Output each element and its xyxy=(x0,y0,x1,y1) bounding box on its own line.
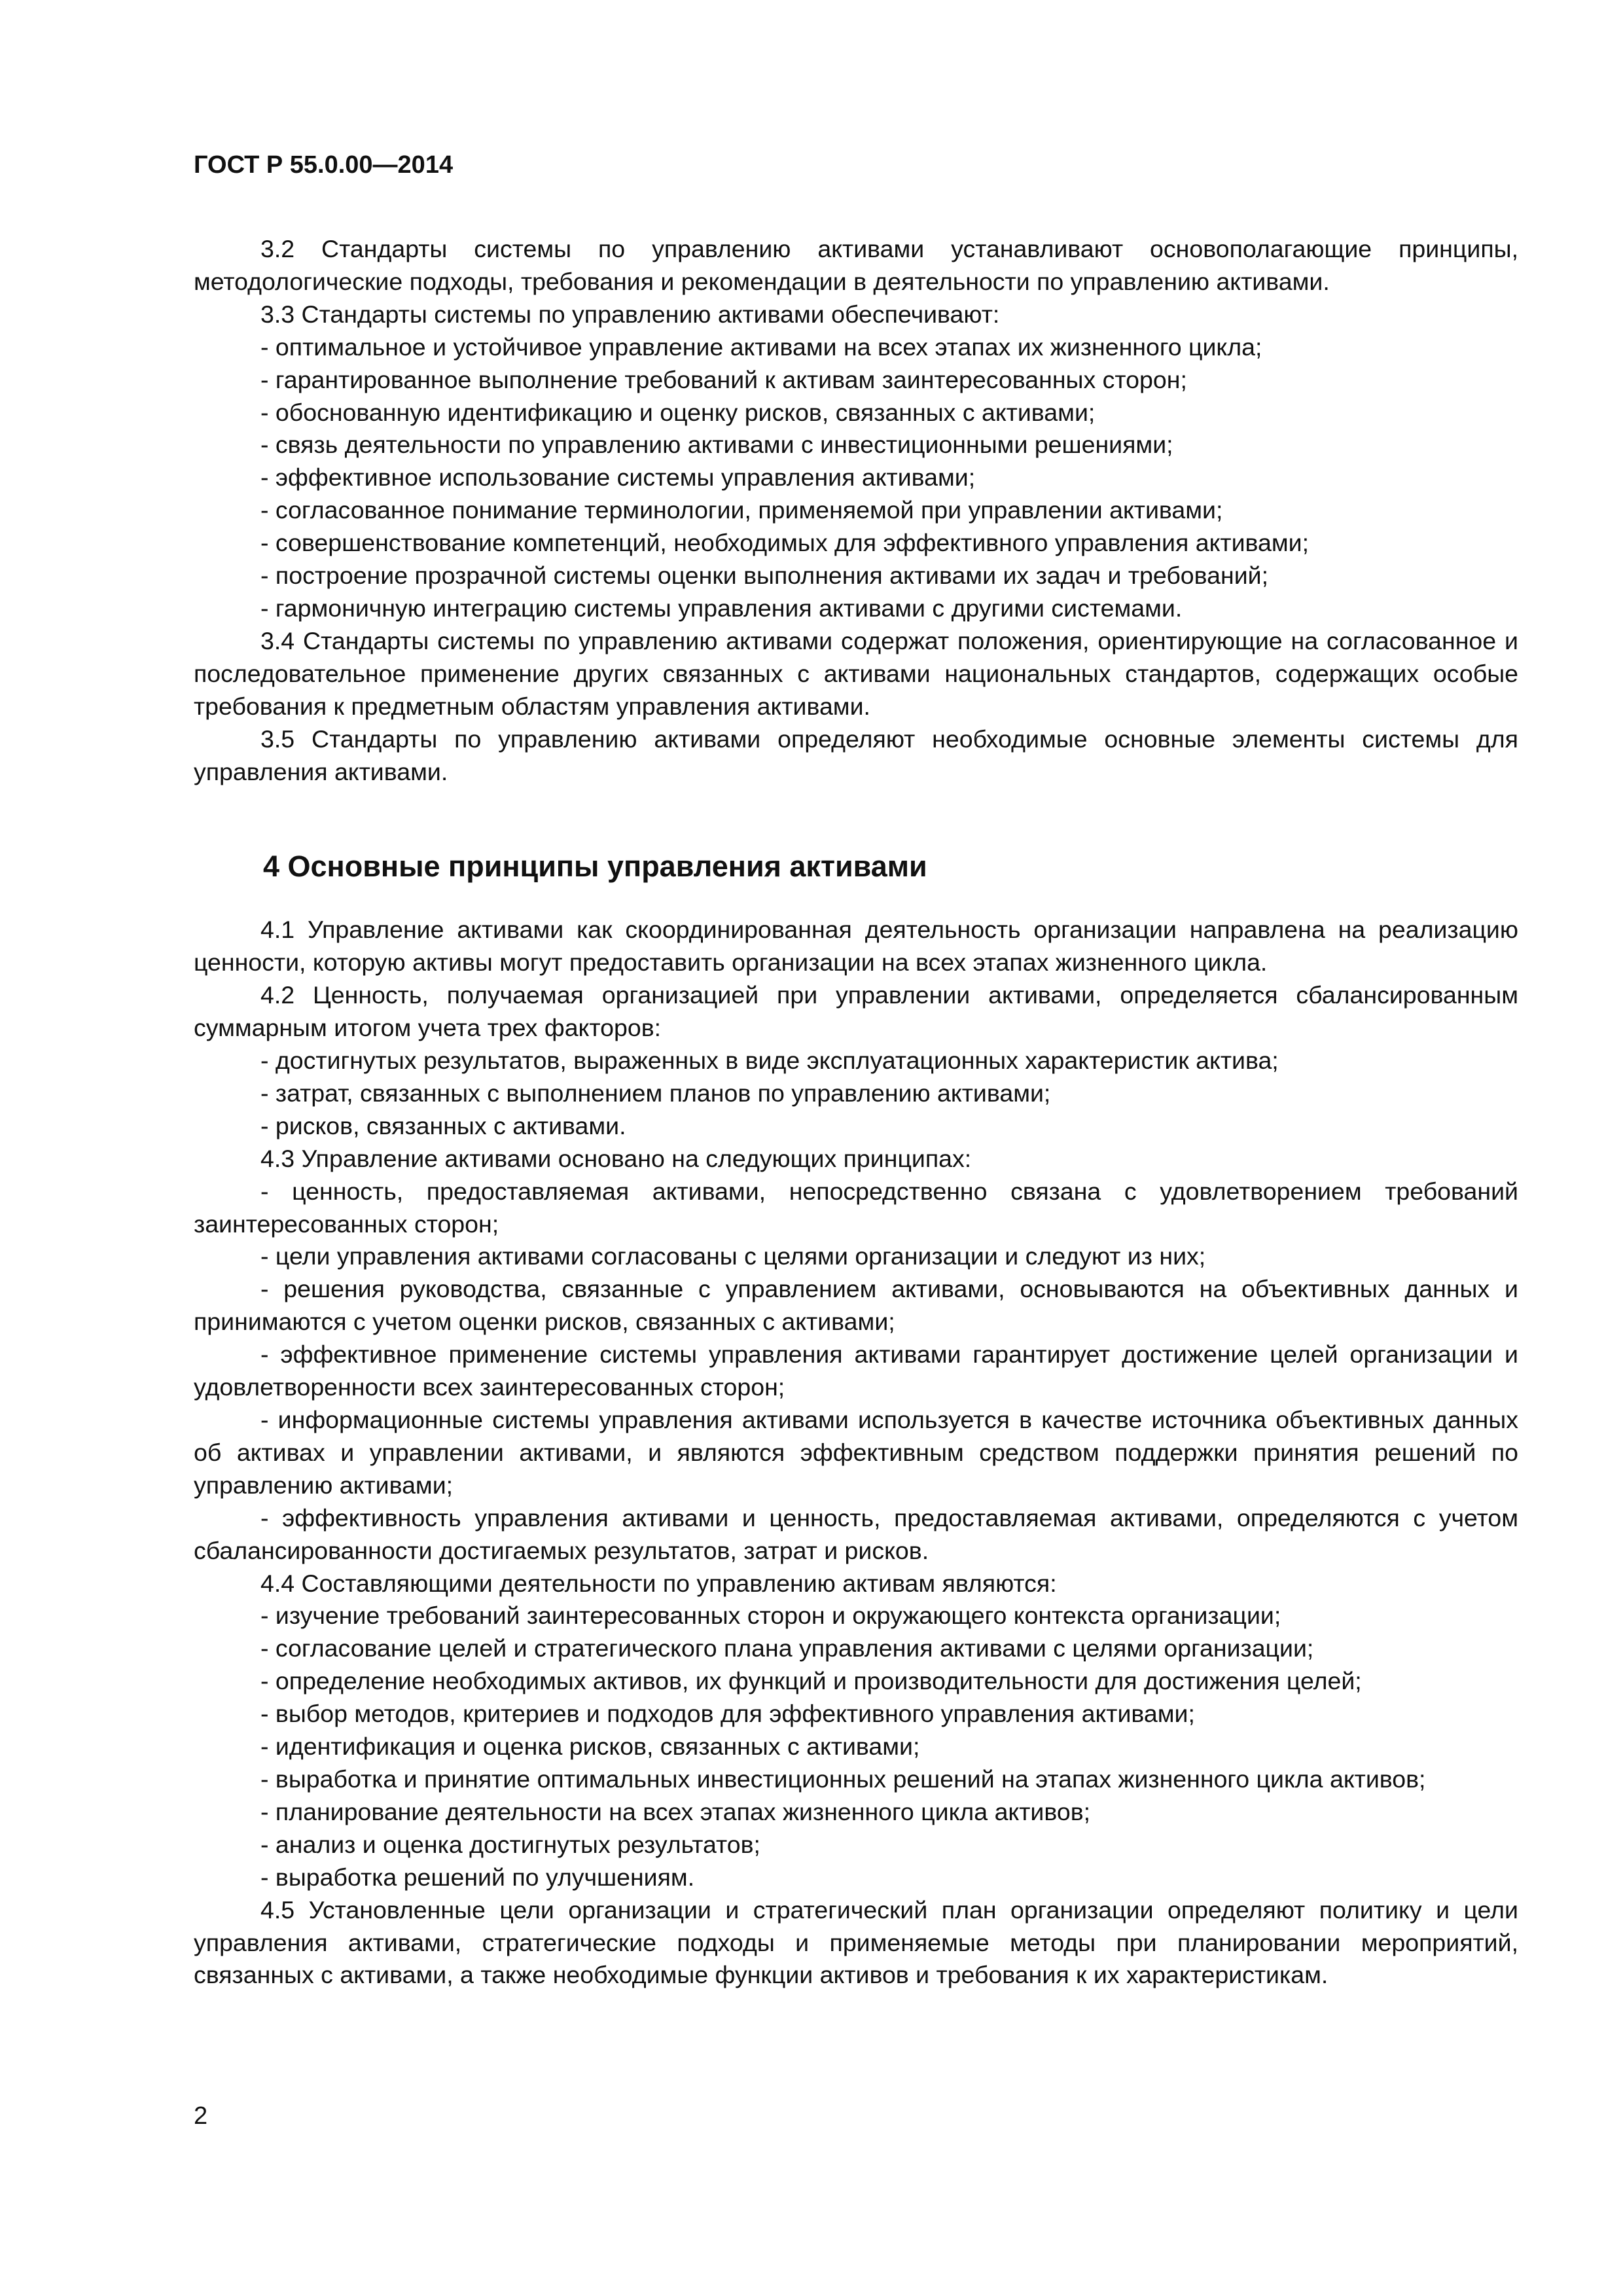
list-item: - совершенствование компетенций, необходимых для эффективного управления активами; xyxy=(260,529,1310,557)
list-item: - эффективное использование системы управления активами; xyxy=(260,463,976,492)
list-item: - согласование целей и стратегического плана управления активами с целями организации; xyxy=(260,1634,1314,1662)
list-item: - идентификация и оценка рисков, связанных с активами; xyxy=(260,1732,920,1761)
list-item: - гармоничную интеграцию системы управления активами с другими системами. xyxy=(260,594,1183,622)
paragraph-4-5: 4.5 Установленные цели организации и стратегический план организации определяют политику и цели управления активами, стратегические подходы и применяемые методы при планировании мероприятий, связанных с активами, а также необходимые функции активов и требования к их характеристикам. xyxy=(194,1895,1518,1989)
list-item: - оптимальное и устойчивое управление активами на всех этапах их жизненного цикла; xyxy=(260,332,1262,361)
list-item: - ценность, предоставляемая активами, непосредственно связана с удовлетворением требований заинтересованных сторон; xyxy=(194,1177,1518,1238)
page-number: 2 xyxy=(194,2102,208,2130)
paragraph-4-4: 4.4 Составляющими деятельности по управлению активам являются: xyxy=(260,1569,1057,1597)
list-item: - выработка и принятие оптимальных инвестиционных решений на этапах жизненного цикла активов; xyxy=(260,1765,1426,1793)
paragraph-3-3: 3.3 Стандарты системы по управлению активами обеспечивают: xyxy=(260,300,1000,328)
list-item: - эффективность управления активами и ценность, предоставляемая активами, определяются с учетом сбалансированности достигаемых результатов, затрат и рисков. xyxy=(194,1503,1518,1564)
paragraph-3-5: 3.5 Стандарты по управлению активами определяют необходимые основные элементы системы для управления активами. xyxy=(194,725,1518,785)
list-item: - планирование деятельности на всех этапах жизненного цикла активов; xyxy=(260,1797,1091,1825)
document-code-header: ГОСТ Р 55.0.00—2014 xyxy=(194,151,454,179)
list-item: - эффективное применение системы управления активами гарантирует достижение целей организации и удовлетворенности всех заинтересованных сторон; xyxy=(194,1340,1518,1401)
list-item: - изучение требований заинтересованных сторон и окружающего контекста организации; xyxy=(260,1602,1281,1630)
list-item: - обоснованную идентификацию и оценку рисков, связанных с активами; xyxy=(260,398,1096,426)
section-4-title: 4 Основные принципы управления активами xyxy=(263,850,927,884)
list-item: - достигнутых результатов, выраженных в виде эксплуатационных характеристик актива; xyxy=(260,1047,1279,1075)
list-item: - информационные системы управления активами используется в качестве источника объективных данных об активах и управлении активами, и являются эффективным средством поддержки принятия решений по управлению активами; xyxy=(194,1406,1518,1499)
list-item: - цели управления активами согласованы с целями организации и следуют из них; xyxy=(260,1242,1206,1270)
list-item: - гарантированное выполнение требований к активам заинтересованных сторон; xyxy=(260,365,1187,393)
paragraph-4-1: 4.1 Управление активами как скоординированная деятельность организации направлена на реализацию ценности, которую активы могут предоставить организации на всех этапах жизненного цикла. xyxy=(194,916,1518,977)
list-item: - определение необходимых активов, их функций и производительности для достижения целей; xyxy=(260,1667,1362,1695)
list-item: - связь деятельности по управлению активами с инвестиционными решениями; xyxy=(260,431,1173,459)
paragraph-3-2: 3.2 Стандарты системы по управлению активами устанавливают основополагающие принципы, методологические подходы, требования и рекомендации в деятельности по управлению активами. xyxy=(194,235,1518,295)
paragraph-4-2: 4.2 Ценность, получаемая организацией при управлении активами, определяется сбалансированным суммарным итогом учета трех факторов: xyxy=(194,981,1518,1042)
list-item: - построение прозрачной системы оценки выполнения активами их задач и требований; xyxy=(260,562,1269,590)
list-item: - согласованное понимание терминологии, применяемой при управлении активами; xyxy=(260,496,1223,524)
list-item: - рисков, связанных с активами. xyxy=(260,1111,626,1139)
list-item: - решения руководства, связанные с управлением активами, основываются на объективных данных и принимаются с учетом оценки рисков, связанных с активами; xyxy=(194,1275,1518,1336)
list-item: - затрат, связанных с выполнением планов по управлению активами; xyxy=(260,1079,1051,1107)
document-page xyxy=(194,148,1518,1992)
list-item: - анализ и оценка достигнутых результатов; xyxy=(260,1830,760,1858)
paragraph-3-4: 3.4 Стандарты системы по управлению активами содержат положения, ориентирующие на согласованное и последовательное применение других связанных с активами национальных стандартов, содержащих особые требования к предметным областям управления активами. xyxy=(194,626,1518,720)
paragraph-4-3: 4.3 Управление активами основано на следующих принципах: xyxy=(260,1144,972,1172)
list-item: - выработка решений по улучшениям. xyxy=(260,1863,695,1891)
list-item: - выбор методов, критериев и подходов для эффективного управления активами; xyxy=(260,1700,1195,1728)
